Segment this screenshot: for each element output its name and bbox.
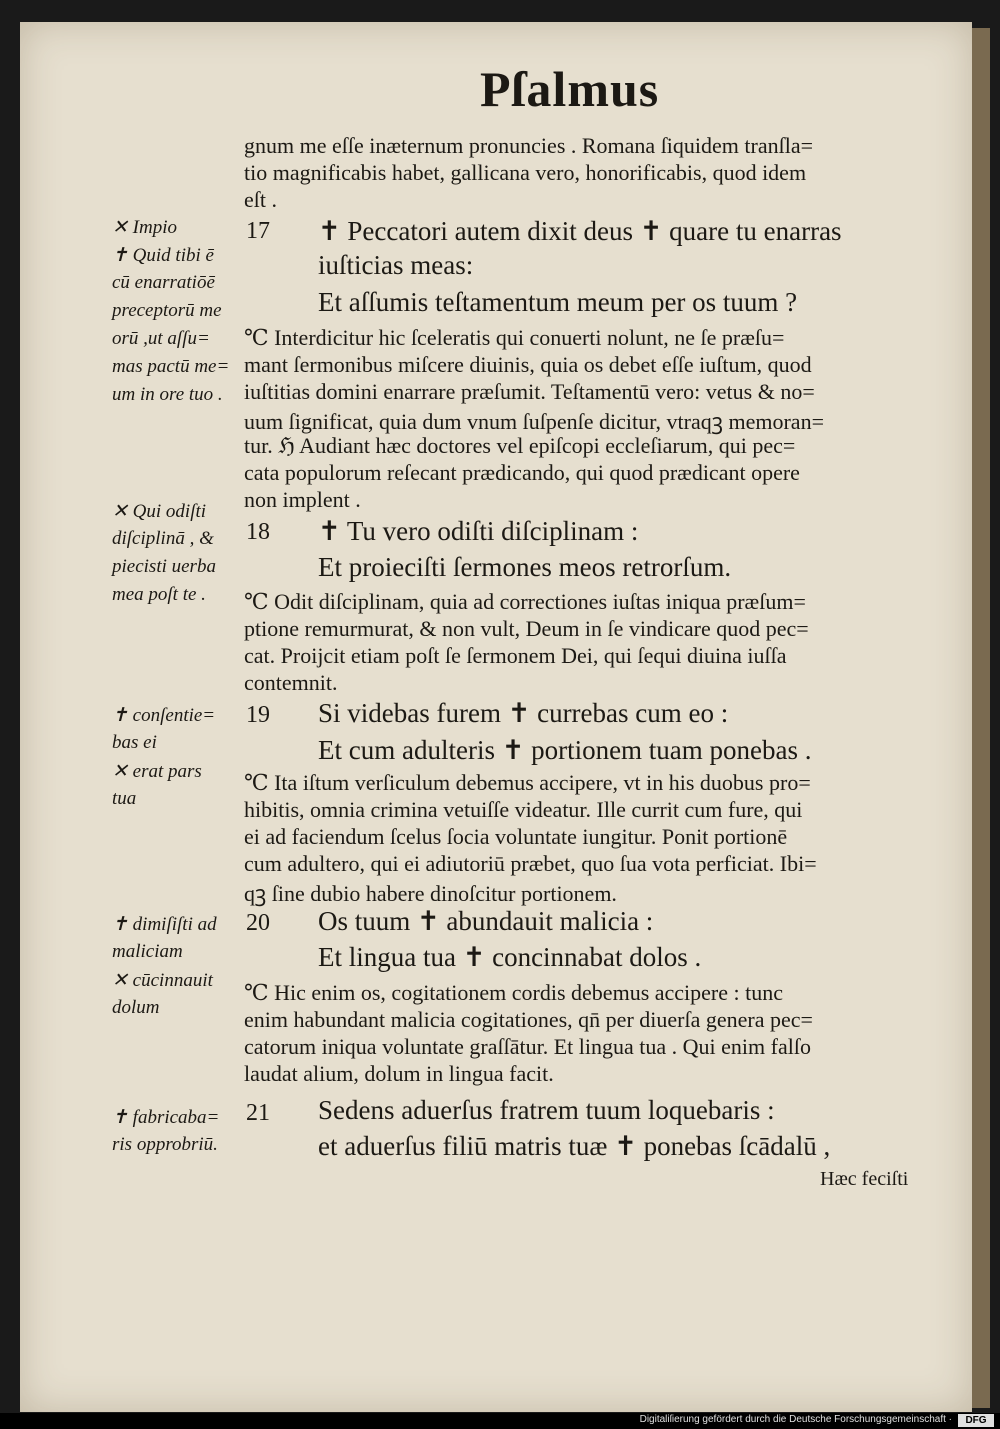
verse-number: 20 bbox=[246, 910, 270, 936]
verse-line: Si videbas furem ✝ currebas cum eo : bbox=[318, 698, 729, 728]
commentary-line: laudat alium, dolum in lingua facit. bbox=[244, 1061, 554, 1086]
verse-line: Sedens aduerſus fratrem tuum loquebaris : bbox=[318, 1095, 775, 1125]
commentary-line: contemnit. bbox=[244, 670, 338, 695]
verse-number: 17 bbox=[246, 218, 270, 244]
margin-note: orū ,ut aſſu= bbox=[112, 328, 210, 349]
verse-number: 18 bbox=[246, 519, 270, 545]
margin-note: um in ore tuo . bbox=[112, 384, 223, 405]
commentary-line: ℃ Odit diſciplinam, quia ad correctiones iuſtas iniqua præſum= bbox=[244, 589, 806, 614]
margin-note: piecisti uerba bbox=[112, 556, 216, 577]
verse-line: et aduerſus filiū matris tuæ ✝ ponebas ſcādalū , bbox=[318, 1131, 831, 1161]
footer-bar bbox=[0, 1413, 1000, 1429]
commentary-line: mant ſermonibus miſcere diuinis, quia os debet eſſe iuſtum, quod bbox=[244, 352, 812, 377]
catchword: Hæc feciſti bbox=[820, 1168, 909, 1190]
commentary-line: ℃ Hic enim os, cogitationem cordis debemus accipere : tunc bbox=[244, 980, 783, 1005]
commentary-line: iuſtitias domini enarrare præſumit. Teſtamentū vero: vetus & no= bbox=[244, 379, 815, 404]
margin-note: mea poſt te . bbox=[112, 584, 206, 605]
verse-line: Et aſſumis teſtamentum meum per os tuum ? bbox=[318, 287, 798, 317]
verse-line: Et lingua tua ✝ concinnabat dolos . bbox=[318, 942, 702, 972]
margin-note: diſciplinā , & bbox=[112, 528, 214, 549]
margin-note: ✝ dimiſiſti ad bbox=[112, 914, 217, 935]
commentary-line: cat. Proijcit etiam poſt ſe ſermonem Dei, qui ſequi diuina iuſſa bbox=[244, 643, 787, 668]
commentary-line: qꝫ ſine dubio habere dinoſcitur portionem. bbox=[244, 881, 617, 906]
verse-number: 21 bbox=[246, 1100, 270, 1126]
margin-note: ✕ cūcinnauit bbox=[112, 970, 213, 991]
commentary-line: hibitis, omnia crimina vetuiſſe videatur. Ille currit cum fure, qui bbox=[244, 797, 803, 822]
margin-note: ✕ Impio bbox=[112, 217, 177, 238]
text-line: gnum me eſſe inæternum pronuncies . Romana ſiquidem tranſla= bbox=[244, 133, 814, 158]
verse-line: Et proieciſti ſermones meos retrorſum. bbox=[318, 552, 732, 582]
commentary-line: catorum iniqua voluntate graſſātur. Et lingua tua . Qui enim falſo bbox=[244, 1034, 811, 1059]
verse-line: Et cum adulteris ✝ portionem tuam ponebas . bbox=[318, 735, 812, 765]
margin-note: bas ei bbox=[112, 732, 157, 753]
margin-note: dolum bbox=[112, 997, 160, 1018]
verse-number: 19 bbox=[246, 702, 270, 728]
margin-note: ✝ conſentie= bbox=[112, 705, 216, 726]
margin-note: ✕ erat pars bbox=[112, 761, 202, 782]
footer-credit: Digitaliſierung gefördert durch die Deutsche Forschungsgemeinschaft · bbox=[639, 1414, 952, 1425]
verse-line: ✝ Tu vero odiſti diſciplinam : bbox=[318, 516, 639, 546]
commentary-line: ptione remurmurat, & non vult, Deum in ſe vindicare quod pec= bbox=[244, 616, 809, 641]
margin-note: maliciam bbox=[112, 941, 183, 962]
page-title: Pſalmus bbox=[480, 61, 660, 117]
commentary-line: cata populorum reſecant prædicando, qui quod prædicant opere bbox=[244, 460, 800, 485]
commentary-line: ei ad faciendum ſcelus ſocia voluntate iungitur. Ponit portionē bbox=[244, 824, 788, 849]
commentary-line: ℃ Ita iſtum verſiculum debemus accipere, vt in his duobus pro= bbox=[244, 770, 811, 795]
margin-note: ris opprobriū. bbox=[112, 1134, 218, 1155]
margin-note: tua bbox=[112, 788, 137, 809]
margin-note: cū enarratiōē bbox=[112, 272, 215, 293]
commentary-line: enim habundant malicia cogitationes, qn̄ per diuerſa genera pec= bbox=[244, 1007, 813, 1032]
margin-note: ✝ Quid tibi ē bbox=[112, 245, 214, 266]
commentary-line: non implent . bbox=[244, 487, 361, 512]
verse-line: ✝ Peccatori autem dixit deus ✝ quare tu enarras bbox=[318, 216, 842, 246]
page-edge bbox=[972, 28, 990, 1408]
commentary-line: cum adultero, qui ei adiutoriū præbet, quo ſua vota perficiat. Ibi= bbox=[244, 851, 817, 876]
verse-line: iuſticias meas: bbox=[318, 250, 474, 280]
dfg-logo-icon: DFG bbox=[958, 1414, 994, 1427]
margin-note: mas pactū me= bbox=[112, 356, 230, 377]
margin-note: ✕ Qui odiſti bbox=[112, 501, 207, 522]
commentary-line: tur. ℌ Audiant hæc doctores vel epiſcopi eccleſiarum, qui pec= bbox=[244, 433, 796, 458]
margin-note: preceptorū me bbox=[112, 300, 222, 321]
margin-note: ✝ fabricaba= bbox=[112, 1107, 220, 1128]
commentary-line: ℃ Interdicitur hic ſceleratis qui conuerti nolunt, ne ſe præſu= bbox=[244, 325, 785, 350]
text-line: eſt . bbox=[244, 187, 277, 212]
verse-line: Os tuum ✝ abundauit malicia : bbox=[318, 906, 654, 936]
text-line: tio magnificabis habet, gallicana vero, honorificabis, quod idem bbox=[244, 160, 807, 185]
commentary-line: uum ſignificat, quia dum vnum ſuſpenſe dicitur, vtraqꝫ memoran= bbox=[244, 409, 824, 434]
